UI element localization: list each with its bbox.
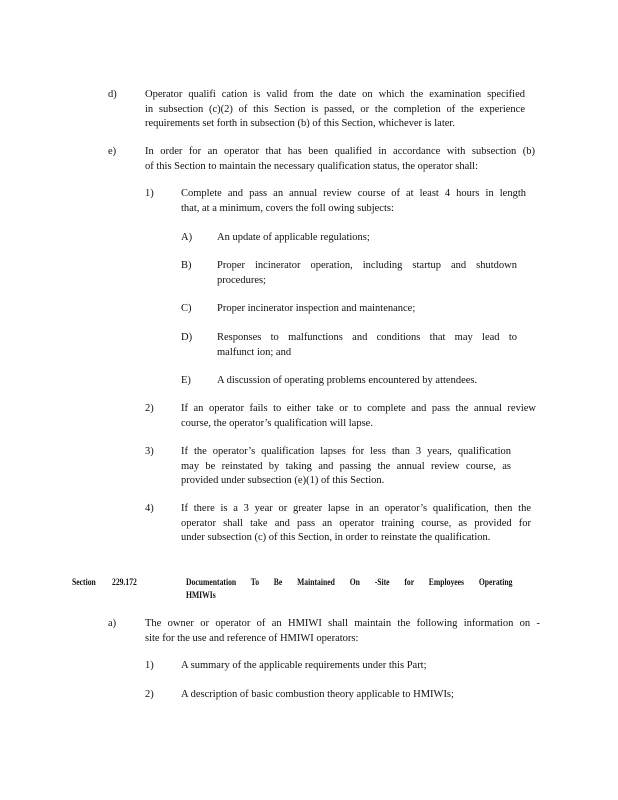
item-D-label: D) (181, 332, 193, 343)
item-a-line-2: site for the use and reference of HMIWI operators: (145, 632, 359, 644)
item-d-line-1: Operator qualifi cation is valid from the date on which the examination specified (145, 89, 525, 100)
item-A-text (217, 231, 517, 246)
item-d-line-3: requirements set forth in subsection (b) of this Section, whichever is later. (145, 118, 455, 129)
item-e4-label: 4) (145, 503, 154, 514)
item-e4-text (181, 502, 531, 546)
item-a2-text (181, 688, 487, 703)
item-e1-label: 1) (145, 188, 154, 199)
item-D-line-1: Responses to malfunctions and conditions that may lead to (217, 332, 517, 343)
item-d-line-2: in subsection (c)(2) of this Section is passed, or the completion of the experience (145, 103, 525, 115)
item-e3-label: 3) (145, 446, 154, 457)
item-d-label: d) (108, 89, 117, 100)
item-e4-line-1: If there is a 3 year or greater lapse in an operator’s qualification, then the (181, 503, 531, 514)
item-a1-line-1: A summary of the applicable requirements under this Part; (181, 660, 427, 671)
item-d-text (145, 88, 525, 132)
item-D-line-2: malfunct ion; and (217, 346, 292, 358)
item-e4-line-2: operator shall take and pass an operator training course, as provided for (181, 517, 531, 529)
section-title-line-2: HMIWIs (186, 590, 216, 600)
item-C-text (217, 302, 517, 317)
item-e-line-2: of this Section to maintain the necessary qualification status, the operator shall: (145, 160, 478, 172)
item-e2-line-2: course, the operator’s qualification will lapse. (181, 417, 373, 429)
item-B-line-2: procedures; (217, 274, 266, 286)
item-e-line-1: In order for an operator that has been qualified in accordance with subsection (b) (145, 146, 535, 157)
item-a2-line-1: A description of basic combustion theory applicable to HMIWIs; (181, 689, 454, 700)
item-e3-line-3: provided under subsection (e)(1) of this Section. (181, 475, 385, 486)
item-A-label: A) (181, 232, 193, 243)
item-A-line-1: An update of applicable regulations; (217, 232, 370, 243)
section-word: Section (72, 577, 96, 587)
item-a-text (145, 617, 540, 646)
item-e2-line-1: If an operator fails to either take or to complete and pass the annual review (181, 403, 536, 414)
item-B-label: B) (181, 260, 192, 271)
item-e3-line-2: may be reinstated by taking and passing the annual review course, as (181, 460, 511, 472)
item-e-label: e) (108, 146, 117, 157)
item-a-line-1: The owner or operator of an HMIWI shall maintain the following information on - (145, 618, 540, 629)
item-E-label: E) (181, 375, 191, 386)
item-a-label: a) (108, 618, 117, 629)
item-B-line-1: Proper incinerator operation, including startup and shutdown (217, 260, 517, 271)
item-C-label: C) (181, 303, 192, 314)
item-e1-line-2: that, at a minimum, covers the foll owing subjects: (181, 202, 394, 214)
section-number: 229.172 (112, 577, 137, 587)
item-e3-line-1: If the operator’s qualification lapses for less than 3 years, qualification (181, 446, 511, 457)
item-e3-text (181, 445, 511, 489)
item-E-text (217, 374, 517, 389)
item-e-text (145, 145, 535, 174)
item-D-text (217, 331, 517, 360)
item-e1-line-1: Complete and pass an annual review course of at least 4 hours in length (181, 188, 526, 199)
item-a2-label: 2) (145, 689, 154, 700)
item-e4-line-3: under subsection (c) of this Section, in order to reinstate the qualification. (181, 532, 491, 543)
item-B-text (217, 259, 517, 288)
item-a1-label: 1) (145, 660, 154, 671)
section-title-line-1: Documentation To Be Maintained On -Site for Employees Operating (186, 577, 513, 587)
item-E-line-1: A discussion of operating problems encountered by attendees. (217, 375, 478, 386)
item-e2-text (181, 402, 536, 431)
item-a1-text (181, 659, 463, 674)
item-e2-label: 2) (145, 403, 154, 414)
item-C-line-1: Proper incinerator inspection and maintenance; (217, 303, 416, 314)
item-e1-text (181, 187, 526, 216)
